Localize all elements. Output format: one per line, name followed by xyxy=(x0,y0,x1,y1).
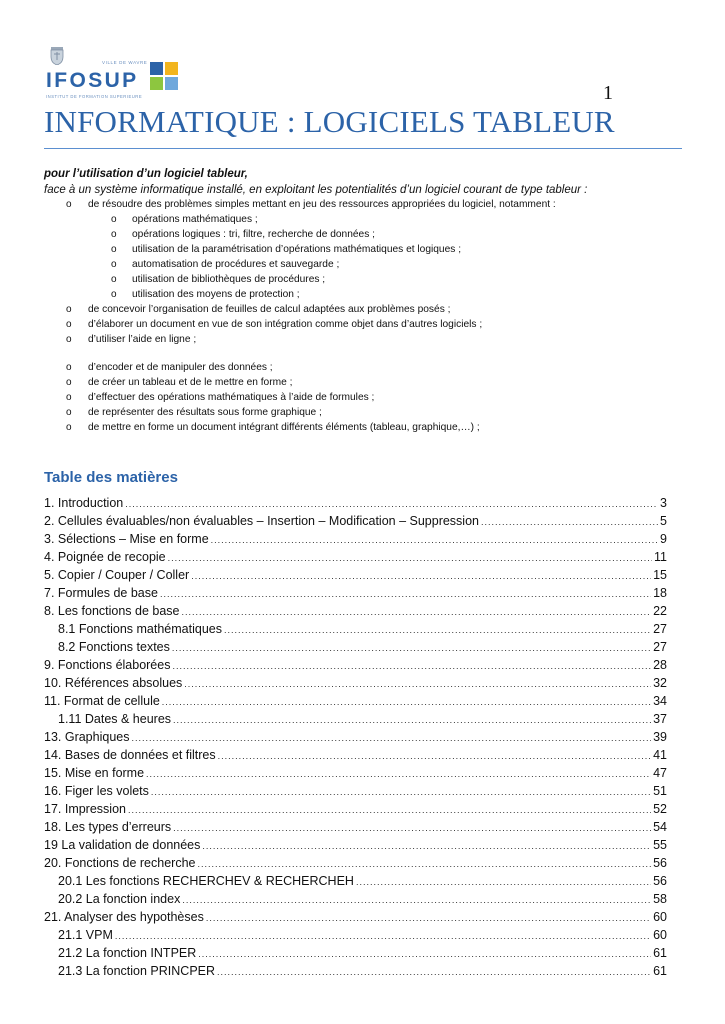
logo-brand: IFOSUP xyxy=(46,69,139,92)
logo-tagline: INSTITUT DE FORMATION SUPERIEURE xyxy=(46,94,143,99)
bullet-icon: o xyxy=(111,259,117,270)
toc-entry-title[interactable]: 9. Fonctions élaborées xyxy=(44,658,171,672)
toc-entry[interactable] xyxy=(44,782,667,800)
objective-text: opérations logiques : tri, filtre, recherche de données ; xyxy=(132,229,375,240)
title-divider xyxy=(44,148,682,149)
objective-text: de mettre en forme un document intégrant différents éléments (tableau, graphique,…) ; xyxy=(88,422,480,433)
toc-dot-leader xyxy=(184,675,651,693)
toc-entry-title[interactable]: 15. Mise en forme xyxy=(44,766,145,780)
objective-text: de créer un tableau et de le mettre en forme ; xyxy=(88,377,293,388)
bullet-icon: o xyxy=(111,214,117,225)
toc-entry-page[interactable]: 27 xyxy=(653,622,667,636)
bullet-icon: o xyxy=(66,362,72,373)
toc-dot-leader xyxy=(128,801,651,819)
toc-entry-title[interactable]: 5. Copier / Couper / Coller xyxy=(44,568,190,582)
objective-text: utilisation de bibliothèques de procédures ; xyxy=(132,274,326,285)
toc-entry[interactable] xyxy=(44,674,667,692)
toc-entry[interactable] xyxy=(44,800,667,818)
toc-entry-title[interactable]: 20.1 Les fonctions RECHERCHEV & RECHERCHEH xyxy=(58,874,354,888)
objective-item xyxy=(44,274,684,289)
bullet-icon: o xyxy=(66,319,72,330)
toc-entry-page[interactable]: 28 xyxy=(653,658,667,672)
objective-item xyxy=(44,362,684,377)
objective-text: d’utiliser l’aide en ligne ; xyxy=(88,334,197,345)
toc-dot-leader xyxy=(173,711,651,729)
toc-dot-leader xyxy=(206,909,651,927)
toc-entry-title[interactable]: 21.3 La fonction PRINCPER xyxy=(58,964,216,978)
bullet-icon: o xyxy=(66,304,72,315)
objective-text: d’encoder et de manipuler des données ; xyxy=(88,362,273,373)
toc-entry-title[interactable]: 7. Formules de base xyxy=(44,586,158,600)
crest-icon xyxy=(50,47,64,65)
toc-dot-leader xyxy=(173,819,651,837)
intro-section xyxy=(44,166,684,433)
bullet-icon: o xyxy=(66,334,72,345)
toc-dot-leader xyxy=(197,855,651,873)
bullet-icon: o xyxy=(111,229,117,240)
logo-squares-icon xyxy=(150,62,178,90)
toc-dot-leader xyxy=(182,891,651,909)
bullet-icon: o xyxy=(66,407,72,418)
toc-entry-page[interactable]: 41 xyxy=(653,748,667,762)
toc-dot-leader xyxy=(202,837,651,855)
toc-entry-page[interactable]: 34 xyxy=(653,694,667,708)
toc-entry[interactable] xyxy=(44,908,667,926)
toc-dot-leader xyxy=(172,657,651,675)
bullet-icon: o xyxy=(66,377,72,388)
objective-item xyxy=(44,334,684,349)
toc-entry-title[interactable]: 1.11 Dates & heures xyxy=(58,712,172,726)
toc-subentry[interactable] xyxy=(44,872,667,890)
toc-entry[interactable] xyxy=(44,530,667,548)
toc-entry-title[interactable]: 13. Graphiques xyxy=(44,730,130,744)
toc-entry[interactable] xyxy=(44,548,667,566)
bullet-icon: o xyxy=(111,289,117,300)
objective-text: d’effectuer des opérations mathématiques à l’aide de formules ; xyxy=(88,392,375,403)
toc-entry[interactable] xyxy=(44,566,667,584)
document-title: INFORMATIQUE : LOGICIELS TABLEUR xyxy=(44,104,615,139)
objective-item xyxy=(44,377,684,392)
toc-entry-title[interactable]: 21. Analyser des hypothèses xyxy=(44,910,204,924)
toc-entry-page[interactable]: 56 xyxy=(653,874,667,888)
toc-entry-title[interactable]: 11. Format de cellule xyxy=(44,694,160,708)
logo-city-label: VILLE DE WAVRE xyxy=(102,60,148,65)
toc-entry-page[interactable]: 58 xyxy=(653,892,667,906)
toc-entry-page[interactable]: 22 xyxy=(653,604,667,618)
objective-item xyxy=(44,304,684,319)
toc-entry-title[interactable]: 10. Références absolues xyxy=(44,676,183,690)
bullet-icon: o xyxy=(111,274,117,285)
toc-entry[interactable] xyxy=(44,656,667,674)
toc-subentry[interactable] xyxy=(44,710,667,728)
toc-entry-page[interactable]: 60 xyxy=(653,910,667,924)
objective-text: utilisation des moyens de protection ; xyxy=(132,289,300,300)
objective-item xyxy=(44,244,684,259)
bullet-icon: o xyxy=(111,244,117,255)
toc-subentry[interactable] xyxy=(44,638,667,656)
toc-dot-leader xyxy=(218,747,651,765)
toc-subentry[interactable] xyxy=(44,962,667,980)
toc-dot-leader xyxy=(191,567,651,585)
toc-entry-page[interactable]: 52 xyxy=(653,802,667,816)
toc-dot-leader xyxy=(172,639,651,657)
objective-item xyxy=(44,392,684,407)
toc-dot-leader xyxy=(162,693,651,711)
table-of-contents xyxy=(44,494,667,980)
intro-line-2: face à un système informatique installé, en exploitant les potentialités d’un logiciel courant de type tableur : xyxy=(44,184,588,196)
toc-subentry[interactable] xyxy=(44,620,667,638)
toc-entry-title[interactable]: 8.1 Fonctions mathématiques xyxy=(58,622,222,636)
intro-line-1: pour l’utilisation d’un logiciel tableur, xyxy=(44,168,248,180)
toc-dot-leader xyxy=(217,963,651,981)
toc-dot-leader xyxy=(125,495,658,513)
toc-entry-title[interactable]: 8.2 Fonctions textes xyxy=(58,640,170,654)
toc-entry-title[interactable]: 4. Poignée de recopie xyxy=(44,550,166,564)
bullet-icon: o xyxy=(66,199,72,210)
toc-subentry[interactable] xyxy=(44,926,667,944)
objective-text: de représenter des résultats sous forme graphique ; xyxy=(88,407,322,418)
toc-dot-leader xyxy=(146,765,651,783)
toc-entry[interactable] xyxy=(44,728,667,746)
objective-text: de résoudre des problèmes simples mettant en jeu des ressources appropriées du logiciel, notamment : xyxy=(88,199,556,210)
toc-entry-title[interactable]: 8. Les fonctions de base xyxy=(44,604,180,618)
toc-dot-leader xyxy=(131,729,651,747)
toc-entry-page[interactable]: 5 xyxy=(660,514,667,528)
toc-entry-title[interactable]: 17. Impression xyxy=(44,802,126,816)
toc-entry-title[interactable]: 20. Fonctions de recherche xyxy=(44,856,196,870)
toc-subentry[interactable] xyxy=(44,944,667,962)
toc-dot-leader xyxy=(481,513,658,531)
toc-entry-title[interactable]: 21.2 La fonction INTPER xyxy=(58,946,197,960)
toc-entry-page[interactable]: 11 xyxy=(654,550,667,564)
toc-dot-leader xyxy=(224,621,651,639)
toc-entry[interactable] xyxy=(44,836,667,854)
objective-text: opérations mathématiques ; xyxy=(132,214,258,225)
objective-text: d’élaborer un document en vue de son intégration comme objet dans d’autres logiciels ; xyxy=(88,319,483,330)
toc-entry[interactable] xyxy=(44,494,667,512)
bullet-icon: o xyxy=(66,392,72,403)
objective-text: de concevoir l’organisation de feuilles de calcul adaptées aux problèmes posés ; xyxy=(88,304,451,315)
page-number: 1 xyxy=(603,82,613,104)
toc-entry-page[interactable]: 55 xyxy=(653,838,667,852)
toc-entry-page[interactable]: 61 xyxy=(653,964,667,978)
toc-entry-page[interactable]: 60 xyxy=(653,928,667,942)
toc-entry-title[interactable]: 14. Bases de données et filtres xyxy=(44,748,216,762)
objective-item xyxy=(44,422,684,437)
ifosup-logo xyxy=(46,47,178,103)
toc-entry-title[interactable]: 16. Figer les volets xyxy=(44,784,149,798)
toc-dot-leader xyxy=(168,549,652,567)
toc-entry-title[interactable]: 1. Introduction xyxy=(44,496,124,510)
objective-item xyxy=(44,259,684,274)
toc-entry[interactable] xyxy=(44,764,667,782)
toc-entry[interactable] xyxy=(44,602,667,620)
objective-item xyxy=(44,199,684,214)
toc-entry-page[interactable]: 54 xyxy=(653,820,667,834)
toc-entry-page[interactable]: 47 xyxy=(653,766,667,780)
toc-dot-leader xyxy=(356,873,651,891)
objective-text: automatisation de procédures et sauvegarde ; xyxy=(132,259,340,270)
toc-entry[interactable] xyxy=(44,512,667,530)
toc-entry-page[interactable]: 3 xyxy=(660,496,667,510)
toc-entry-page[interactable]: 18 xyxy=(653,586,667,600)
objective-item xyxy=(44,407,684,422)
toc-heading: Table des matières xyxy=(44,469,178,486)
toc-entry-page[interactable]: 15 xyxy=(653,568,667,582)
toc-entry-page[interactable]: 39 xyxy=(653,730,667,744)
toc-entry-title[interactable]: 2. Cellules évaluables/non évaluables – Insertion – Modification – Suppression xyxy=(44,514,479,528)
toc-entry[interactable] xyxy=(44,854,667,872)
toc-entry-title[interactable]: 3. Sélections – Mise en forme xyxy=(44,532,209,546)
toc-entry-page[interactable]: 27 xyxy=(653,640,667,654)
objective-item xyxy=(44,214,684,229)
toc-entry-title[interactable]: 20.2 La fonction index xyxy=(58,892,181,906)
toc-entry-title[interactable]: 21.1 VPM xyxy=(58,928,113,942)
toc-dot-leader xyxy=(211,531,658,549)
toc-entry[interactable] xyxy=(44,584,667,602)
toc-entry-title[interactable]: 19 La validation de données xyxy=(44,838,201,852)
toc-entry-page[interactable]: 9 xyxy=(660,532,667,546)
toc-subentry[interactable] xyxy=(44,890,667,908)
bullet-icon: o xyxy=(66,422,72,433)
toc-entry-title[interactable]: 18. Les types d’erreurs xyxy=(44,820,172,834)
toc-dot-leader xyxy=(182,603,652,621)
toc-dot-leader xyxy=(198,945,651,963)
toc-entry-page[interactable]: 32 xyxy=(653,676,667,690)
toc-entry[interactable] xyxy=(44,692,667,710)
objective-item xyxy=(44,289,684,304)
toc-entry-page[interactable]: 51 xyxy=(653,784,667,798)
toc-dot-leader xyxy=(151,783,651,801)
objective-item xyxy=(44,229,684,244)
objective-text: utilisation de la paramétrisation d’opérations mathématiques et logiques ; xyxy=(132,244,462,255)
toc-entry[interactable] xyxy=(44,818,667,836)
toc-entry-page[interactable]: 56 xyxy=(653,856,667,870)
objective-item xyxy=(44,319,684,334)
toc-entry[interactable] xyxy=(44,746,667,764)
toc-entry-page[interactable]: 37 xyxy=(653,712,667,726)
toc-dot-leader xyxy=(160,585,651,603)
toc-dot-leader xyxy=(115,927,651,945)
toc-entry-page[interactable]: 61 xyxy=(653,946,667,960)
